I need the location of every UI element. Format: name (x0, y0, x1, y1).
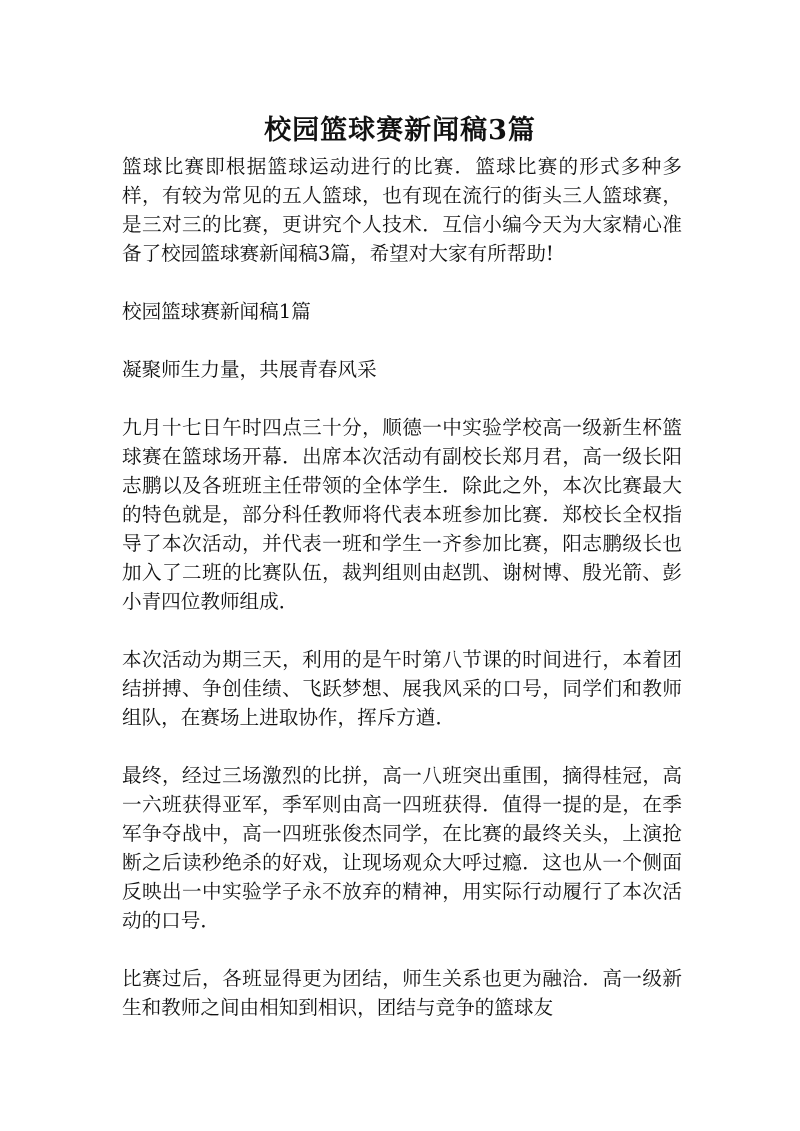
article-headline: 凝聚师生力量，共展青春风采 (122, 358, 377, 381)
section-heading: 校园篮球赛新闻稿1篇 (122, 300, 311, 323)
document-body (122, 152, 682, 1051)
article-paragraph: 最终，经过三场激烈的比拼，高一八班突出重围，摘得桂冠，高一六班获得亚军，季军则由高一四班获得．值得一提的是，在季军争夺战中，高一四班张俊杰同学，在比赛的最终关头，上演抢断之后读秒绝杀的好戏，让现场观众大呼过瘾．这也从一个侧面反映出一中实验学子永不放弃的精神，用实际行动履行了本次活动的口号． (122, 764, 682, 932)
article-paragraph: 本次活动为期三天，利用的是午时第八节课的时间进行，本着团结拼搏、争创佳绩、飞跃梦想、展我风采的口号，同学们和教师组队，在赛场上进取协作，挥斥方遒． (122, 648, 682, 729)
article-paragraph: 九月十七日午时四点三十分，顺德一中实验学校高一级新生杯篮球赛在篮球场开幕．出席本次活动有副校长郑月君，高一级长阳志鹏以及各班班主任带领的全体学生．除此之外，本次比赛最大的特色就是，部分科任教师将代表本班参加比赛．郑校长全权指导了本次活动，并代表一班和学生一齐参加比赛，阳志鹏级长也加入了二班的比赛队伍，裁判组则由赵凯、谢树博、殷光箭、彭小青四位教师组成． (122, 416, 682, 613)
intro-paragraph: 篮球比赛即根据篮球运动进行的比赛．篮球比赛的形式多种多样，有较为常见的五人篮球，也有现在流行的街头三人篮球赛，是三对三的比赛，更讲究个人技术．互信小编今天为大家精心准备了校园篮球赛新闻稿3篇，希望对大家有所帮助! (122, 155, 682, 265)
article-paragraph: 比赛过后，各班显得更为团结，师生关系也更为融洽．高一级新生和教师之间由相知到相识，团结与竞争的篮球友 (122, 967, 682, 1019)
document-title: 校园篮球赛新闻稿3篇 (264, 115, 536, 146)
